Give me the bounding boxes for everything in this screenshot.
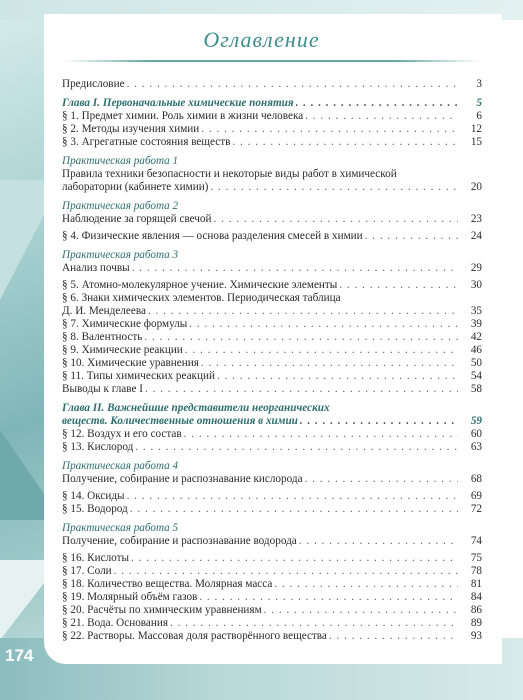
dot-leader (127, 490, 458, 503)
dot-leader (144, 331, 458, 344)
toc-entry-text: § 10. Химические уравнения (62, 357, 199, 369)
toc-entry-s19[interactable] (62, 591, 482, 604)
toc-entry-conclusions-1[interactable] (62, 383, 482, 396)
toc-page-number: 24 (470, 230, 482, 242)
toc-entry-text: Д. И. Менделеева (62, 305, 146, 317)
dot-leader (199, 591, 458, 604)
practical-work-label: Практическая работа 2 (62, 200, 179, 212)
toc-entry-text: § 2. Методы изучения химии (62, 123, 200, 135)
page-number: 174 (5, 646, 34, 665)
toc-entry-text: § 3. Агрегатные состояния веществ (62, 136, 231, 148)
toc-page-number: 35 (470, 305, 482, 317)
toc-page-number: 78 (470, 565, 482, 577)
toc-entry-text: Предисловие (62, 78, 125, 90)
toc-page-number: 69 (470, 490, 482, 502)
toc-entry-text: Анализ почвы (62, 262, 130, 274)
toc-entry-s16[interactable] (62, 552, 482, 565)
toc-entry-text: § 9. Химические реакции (62, 344, 183, 356)
toc-page-number: 46 (470, 344, 482, 356)
toc-page-number: 42 (470, 331, 482, 343)
toc-entry-s1[interactable] (62, 110, 482, 123)
dot-leader (299, 535, 458, 548)
toc-entry-text: § 12. Воздух и его состав (62, 428, 182, 440)
dot-leader (296, 97, 458, 110)
table-of-contents (62, 78, 482, 643)
toc-chapter-1[interactable] (62, 97, 482, 110)
toc-entry-text: § 15. Водород (62, 503, 128, 515)
toc-entry-s3[interactable] (62, 136, 482, 149)
practical-work-label: Практическая работа 5 (62, 522, 179, 534)
toc-page-number: 59 (470, 415, 482, 427)
dot-leader (264, 604, 458, 617)
toc-page-number: 68 (470, 473, 482, 485)
dot-leader (145, 383, 458, 396)
dot-leader (201, 123, 458, 136)
chapter-title: Глава I. Первоначальные химические понятия (62, 97, 294, 109)
toc-entry-s12[interactable] (62, 428, 482, 441)
toc-entry-text: Наблюдение за горящей свечой (62, 213, 212, 225)
toc-entry-text: § 18. Количество вещества. Молярная масса (62, 578, 273, 590)
dot-leader (189, 318, 458, 331)
chapter-title: Глава II. Важнейшие представители неорганических (62, 402, 330, 414)
chapter-title: веществ. Количественные отношения в химии (62, 415, 298, 427)
toc-page-number: 23 (470, 213, 482, 225)
dot-leader (214, 213, 459, 226)
toc-page-number: 39 (470, 318, 482, 330)
toc-entry-s9[interactable] (62, 344, 482, 357)
toc-page-number: 54 (470, 370, 482, 382)
toc-entry-text: § 16. Кислоты (62, 552, 130, 564)
toc-page-number: 30 (470, 279, 482, 291)
toc-page-number: 58 (470, 383, 482, 395)
toc-entry-text: § 20. Расчёты по химическим уравнениям (62, 604, 262, 616)
page-title: Оглавление (203, 27, 320, 52)
toc-page-number: 63 (470, 441, 482, 453)
dot-leader (132, 262, 458, 275)
toc-entry-s18[interactable] (62, 578, 482, 591)
toc-entry-text: § 21. Вода. Основания (62, 617, 169, 629)
toc-entry-pr5[interactable] (62, 535, 482, 548)
toc-entry-s11[interactable] (62, 370, 482, 383)
toc-entry-text: § 5. Атомно-молекулярное учение. Химические элементы (62, 279, 338, 291)
toc-entry-text: лаборатории (кабинете химии) (62, 181, 209, 193)
toc-page-number: 60 (470, 428, 482, 440)
toc-entry-text: Выводы к главе I (62, 383, 143, 395)
dot-leader (185, 344, 458, 357)
toc-page-number: 6 (476, 110, 482, 122)
toc-page-number: 29 (470, 262, 482, 274)
dot-leader (130, 503, 458, 516)
toc-page-number: 74 (470, 535, 482, 547)
toc-entry-preface[interactable] (62, 78, 482, 91)
toc-page-number: 12 (470, 123, 482, 135)
toc-entry-text: § 6. Знаки химических элементов. Периодическая таблица (62, 292, 341, 304)
toc-entry-text: § 1. Предмет химии. Роль химии в жизни человека (62, 110, 304, 122)
dot-leader (305, 473, 458, 486)
toc-entry-pr4[interactable] (62, 473, 482, 486)
dot-leader (127, 78, 458, 91)
dot-leader (131, 552, 458, 565)
toc-entry-text: § 7. Химические формулы (62, 318, 188, 330)
toc-entry-text: § 22. Растворы. Массовая доля растворённого вещества (62, 630, 327, 642)
dot-leader (274, 578, 458, 591)
toc-page-number: 20 (470, 181, 482, 193)
toc-entry-text: § 4. Физические явления — основа разделения смесей в химии (62, 230, 363, 242)
toc-entry-s13[interactable] (62, 441, 482, 454)
dot-leader (210, 181, 458, 194)
dot-leader (365, 230, 458, 243)
dot-leader (217, 370, 458, 383)
toc-chapter-2[interactable] (62, 415, 482, 428)
toc-page-number: 15 (470, 136, 482, 148)
toc-page-number: 3 (476, 78, 482, 90)
toc-entry-text: Получение, собирание и распознавание кислорода (62, 473, 303, 485)
practical-work-label: Практическая работа 4 (62, 460, 179, 472)
toc-entry-s4[interactable] (62, 230, 482, 243)
toc-entry-s10[interactable] (62, 357, 482, 370)
dot-leader (135, 441, 458, 454)
toc-entry-text: § 17. Соли (62, 565, 112, 577)
practical-work-label: Практическая работа 1 (62, 155, 179, 167)
toc-page-number: 72 (470, 503, 482, 515)
toc-entry-text: § 11. Типы химических реакций (62, 370, 215, 382)
toc-page-number: 84 (470, 591, 482, 603)
toc-entry-s7[interactable] (62, 318, 482, 331)
toc-entry-text: Правила техники безопасности и некоторые виды работ в химической (62, 168, 397, 180)
toc-entry-text: § 8. Валентность (62, 331, 143, 343)
dot-leader (201, 357, 458, 370)
dot-leader (329, 630, 458, 643)
toc-entry-s5[interactable] (62, 279, 482, 292)
toc-entry-pr1[interactable] (62, 181, 482, 194)
dot-leader (339, 279, 458, 292)
dot-leader (114, 565, 458, 578)
toc-entry-text: § 13. Кислород (62, 441, 134, 453)
toc-entry-s15[interactable] (62, 503, 482, 516)
toc-page-number: 86 (470, 604, 482, 616)
toc-entry-pr3[interactable] (62, 262, 482, 275)
dot-leader (170, 617, 458, 630)
toc-page-number: 50 (470, 357, 482, 369)
dot-leader (184, 428, 458, 441)
toc-entry-s21[interactable] (62, 617, 482, 630)
toc-page-number: 93 (470, 630, 482, 642)
toc-entry-text: § 19. Молярный объём газов (62, 591, 198, 603)
title-underline (62, 60, 482, 62)
dot-leader (300, 415, 458, 428)
toc-entry-s14[interactable] (62, 490, 482, 503)
toc-entry-s8[interactable] (62, 331, 482, 344)
toc-entry-s20[interactable] (62, 604, 482, 617)
dot-leader (305, 110, 458, 123)
dot-leader (148, 305, 458, 318)
toc-entry-text: Получение, собирание и распознавание водорода (62, 535, 297, 547)
toc-page-number: 81 (470, 578, 482, 590)
toc-entry-s2[interactable] (62, 123, 482, 136)
toc-entry-s6[interactable] (62, 305, 482, 318)
toc-entry-s17[interactable] (62, 565, 482, 578)
toc-entry-text: § 14. Оксиды (62, 490, 125, 502)
practical-work-label: Практическая работа 3 (62, 249, 179, 261)
toc-entry-pr2[interactable] (62, 213, 482, 226)
toc-page-number: 75 (470, 552, 482, 564)
toc-page-number: 89 (470, 617, 482, 629)
toc-entry-s22[interactable] (62, 630, 482, 643)
toc-page-number: 5 (476, 97, 482, 109)
dot-leader (232, 136, 458, 149)
